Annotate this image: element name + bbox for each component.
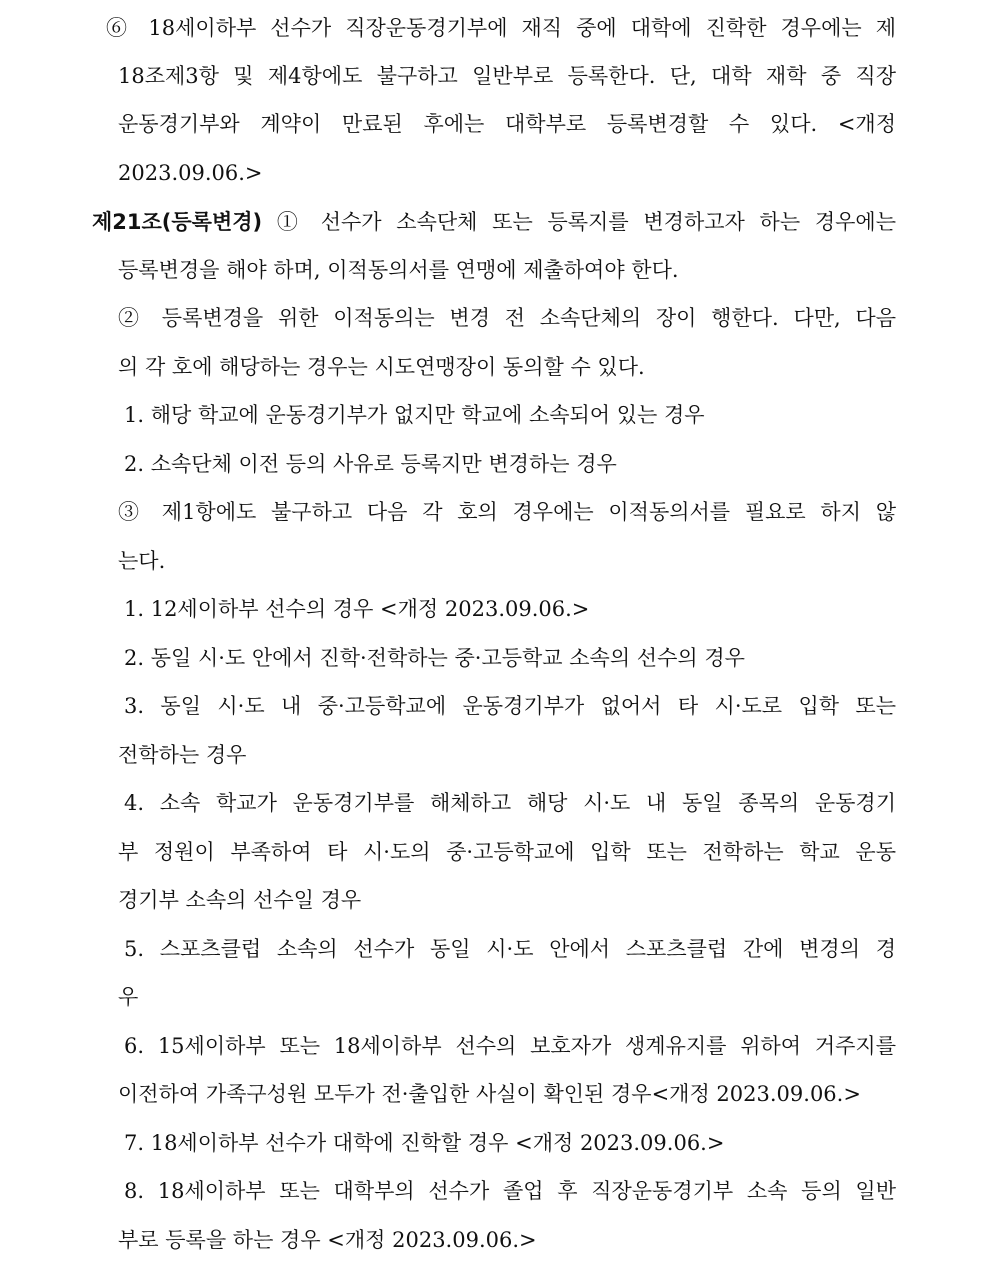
- para6-line-4: 2023.09.06.>: [118, 161, 263, 185]
- article21-p3-item-3-line-2: 전학하는 경우: [118, 743, 247, 767]
- para6-line-3: 운동경기부와 계약이 만료된 후에는 대학부로 등록변경할 수 있다. <개정: [118, 112, 896, 136]
- article21-p3-item-2: 2. 동일 시·도 안에서 진학·전학하는 중·고등학교 소속의 선수의 경우: [124, 646, 745, 670]
- para6-line-2: 18조제3항 및 제4항에도 불구하고 일반부로 등록한다. 단, 대학 재학 중 직장: [118, 64, 896, 88]
- article21-p3-item-7: 7. 18세이하부 선수가 대학에 진학할 경우 <개정 2023.09.06.>: [124, 1131, 725, 1155]
- article-heading: 제21조(등록변경): [92, 210, 263, 234]
- article21-line-1: [92, 204, 896, 240]
- article21-p3-item-5-line-1: 5. 스포츠클럽 소속의 선수가 동일 시·도 안에서 스포츠클럽 간에 변경의 경: [124, 937, 896, 961]
- article21-p3-item-6-line-1: 6. 15세이하부 또는 18세이하부 선수의 보호자가 생계유지를 위하여 거주지를: [124, 1034, 896, 1058]
- article21-p1-text: ① 선수가 소속단체 또는 등록지를 변경하고자 하는 경우에는: [276, 210, 896, 234]
- article21-p3-item-8-line-2: 부로 등록을 하는 경우 <개정 2023.09.06.>: [118, 1228, 537, 1252]
- article21-p2-line-1: ② 등록변경을 위한 이적동의는 변경 전 소속단체의 장이 행한다. 다만, 다음: [118, 306, 896, 330]
- article21-p3-item-4-line-3: 경기부 소속의 선수일 경우: [118, 888, 362, 912]
- article21-p3-item-4-line-2: 부 정원이 부족하여 타 시·도의 중·고등학교에 입학 또는 전학하는 학교 운동: [118, 840, 896, 864]
- article21-p2-item-1: 1. 해당 학교에 운동경기부가 없지만 학교에 소속되어 있는 경우: [124, 403, 705, 427]
- article21-p3-item-1: 1. 12세이하부 선수의 경우 <개정 2023.09.06.>: [124, 597, 590, 621]
- article21-p3-line-1: ③ 제1항에도 불구하고 다음 각 호의 경우에는 이적동의서를 필요로 하지 않: [118, 500, 896, 524]
- article21-p3-item-6-line-2: 이전하여 가족구성원 모두가 전·출입한 사실이 확인된 경우<개정 2023.09.06.>: [118, 1082, 861, 1106]
- article21-p3-line-2: 는다.: [118, 549, 166, 573]
- article21-p3-item-5-line-2: 우: [118, 985, 139, 1009]
- article21-p2-line-2: 의 각 호에 해당하는 경우는 시도연맹장이 동의할 수 있다.: [118, 355, 645, 379]
- article21-p2-item-2: 2. 소속단체 이전 등의 사유로 등록지만 변경하는 경우: [124, 452, 617, 476]
- article21-p1-line-2: 등록변경을 해야 하며, 이적동의서를 연맹에 제출하여야 한다.: [118, 258, 679, 282]
- article21-p3-item-4-line-1: 4. 소속 학교가 운동경기부를 해체하고 해당 시·도 내 동일 종목의 운동경기: [124, 791, 896, 815]
- article21-p3-item-8-line-1: 8. 18세이하부 또는 대학부의 선수가 졸업 후 직장운동경기부 소속 등의 일반: [124, 1179, 896, 1203]
- para6-line-1: ⑥ 18세이하부 선수가 직장운동경기부에 재직 중에 대학에 진학한 경우에는 제: [106, 16, 896, 40]
- article21-p3-item-3-line-1: 3. 동일 시·도 내 중·고등학교에 운동경기부가 없어서 타 시·도로 입학 또는: [124, 694, 896, 718]
